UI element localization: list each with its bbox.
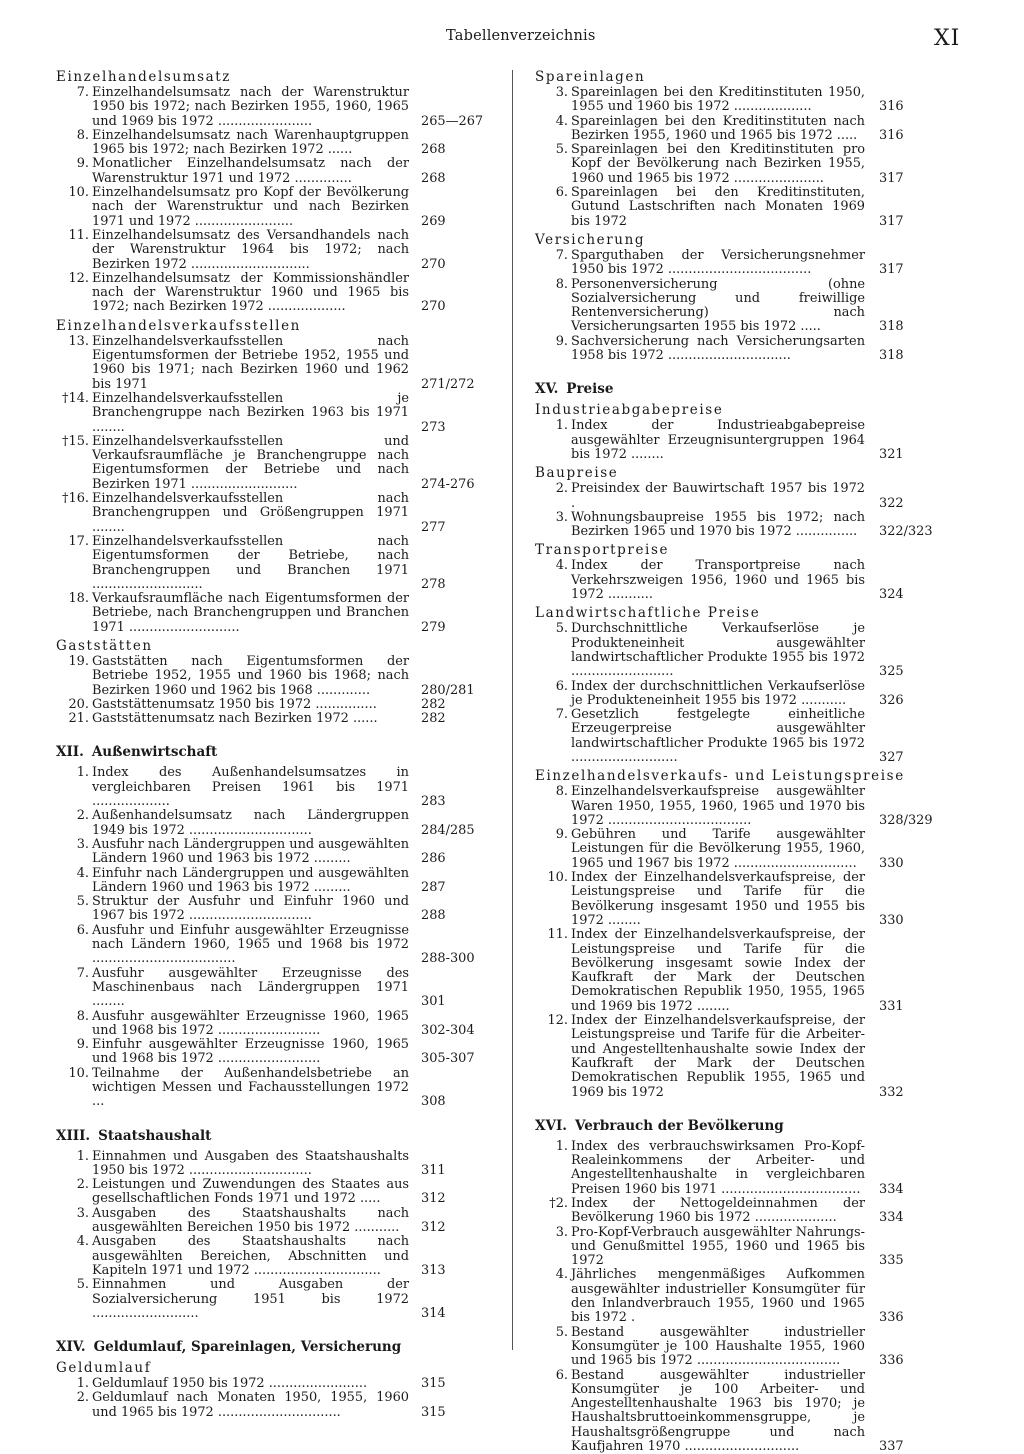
entry-number: 1. bbox=[76, 1376, 89, 1392]
entry-number: 3. bbox=[555, 1224, 568, 1240]
entry-number: 6. bbox=[555, 678, 568, 694]
entry-page: 316 bbox=[879, 99, 904, 115]
entry-page: 284/285 bbox=[421, 822, 475, 838]
entry-number: 10. bbox=[68, 185, 89, 201]
entry-number: 6. bbox=[76, 922, 89, 938]
toc-entry[interactable] bbox=[56, 838, 481, 867]
entry-number: 8. bbox=[555, 276, 568, 292]
entry-number: 3. bbox=[76, 1205, 89, 1221]
toc-entry[interactable] bbox=[535, 278, 933, 335]
entry-page: 280/281 bbox=[421, 682, 475, 698]
toc-entry[interactable] bbox=[535, 335, 933, 364]
entry-number: 9. bbox=[76, 1037, 89, 1053]
section-heading bbox=[56, 744, 481, 760]
section-number: XVI. bbox=[535, 1117, 567, 1134]
entry-page: 305-307 bbox=[421, 1051, 475, 1067]
subsection-heading: Baupreise bbox=[535, 465, 619, 482]
entry-title: Index der Einzelhandelsverkaufspreise, der Leistungspreise und Tarife für die Arbeiter- und Angestelltenhaushalte sowie Index der Kaufkraft der Mark der Deutschen Demokratischen Republik 1955, 1965 und 1969 bis 1972 bbox=[571, 1013, 865, 1100]
entry-title: Pro-Kopf-Verbrauch ausgewählter Nahrungs- und Genußmittel 1955, 1960 und 1965 bis 1972 bbox=[571, 1224, 865, 1269]
entry-number: 3. bbox=[555, 85, 568, 100]
entry-number: 5. bbox=[76, 1277, 89, 1293]
toc-entry[interactable] bbox=[56, 867, 481, 896]
entry-page: 330 bbox=[879, 912, 904, 928]
entry-page: 282 bbox=[421, 711, 446, 727]
entry-number: 1. bbox=[76, 765, 89, 781]
entry-page: 322/323 bbox=[879, 524, 933, 540]
entry-page: 318 bbox=[879, 319, 904, 335]
entry-title: Spareinlagen bei den Kreditinstituten, Gutund Lastschriften nach Monaten 1969 bis 1972 bbox=[571, 185, 865, 229]
entry-page: 286 bbox=[421, 851, 446, 867]
subsection-heading: Einzelhandelsverkaufsstellen bbox=[56, 317, 301, 334]
entry-page: 279 bbox=[421, 619, 446, 635]
subsection-heading: Einzelhandelsumsatz bbox=[56, 69, 232, 85]
entry-title: Ausfuhr nach Ländergruppen und ausgewählten Ländern 1960 und 1963 bis 1972 ......... bbox=[92, 836, 409, 867]
entry-number: 21. bbox=[68, 711, 89, 727]
toc-entry[interactable] bbox=[535, 680, 933, 709]
entry-page: 278 bbox=[421, 576, 446, 592]
entry-number: †14. bbox=[62, 390, 89, 406]
toc-entry[interactable] bbox=[535, 249, 933, 278]
entry-page: 268 bbox=[421, 142, 446, 158]
entry-number: 9. bbox=[555, 827, 568, 843]
entry-number: 7. bbox=[555, 707, 568, 723]
entry-page: 311 bbox=[421, 1162, 446, 1178]
entry-number: 1. bbox=[76, 1148, 89, 1164]
toc-entry[interactable] bbox=[535, 785, 933, 828]
toc-entry[interactable] bbox=[56, 492, 481, 535]
entry-title: Index der Transportpreise nach Verkehrszweigen 1956, 1960 und 1965 bis 1972 ........... bbox=[571, 558, 865, 603]
entry-page: 315 bbox=[421, 1404, 446, 1420]
entry-number: †16. bbox=[62, 491, 89, 507]
subsection-heading: Industrieabgabepreise bbox=[535, 402, 724, 419]
toc-entry[interactable] bbox=[56, 1377, 481, 1391]
entry-title: Ausgaben des Staatshaushalts nach ausgewählten Bereichen, Abschnitten und Kapiteln 1971 und 1972 ............................... bbox=[92, 1234, 409, 1278]
column-divider bbox=[512, 70, 513, 1350]
toc-entry[interactable] bbox=[56, 1207, 481, 1236]
entry-number: 4. bbox=[555, 1267, 568, 1283]
entry-title: Spareinlagen bei den Kreditinstituten nach Bezirken 1955, 1960 und 1965 bis 1972 ..... bbox=[571, 113, 865, 143]
toc-entry[interactable] bbox=[56, 1010, 481, 1039]
toc-entry[interactable] bbox=[56, 535, 481, 592]
entry-number: 4. bbox=[555, 113, 568, 129]
toc-entry[interactable] bbox=[56, 435, 481, 492]
entry-title: Einzelhandelsumsatz nach Warenhauptgruppen 1965 bis 1972; nach Bezirken 1972 ...... bbox=[92, 127, 409, 158]
right-column bbox=[535, 66, 933, 1454]
entry-title: Einfuhr nach Ländergruppen und ausgewählten Ländern 1960 und 1963 bis 1972 ......... bbox=[92, 865, 409, 895]
entry-title: Teilnahme der Außenhandelsbetriebe an wichtigen Messen und Fachausstellungen 1972 ... bbox=[92, 1065, 409, 1110]
section-title: Preise bbox=[566, 381, 614, 398]
entry-page: 271/272 bbox=[421, 376, 475, 392]
page-number: XI bbox=[934, 26, 961, 51]
toc-entry[interactable] bbox=[56, 809, 481, 838]
entry-number: 3. bbox=[76, 836, 89, 852]
entry-number: 19. bbox=[68, 653, 89, 669]
entry-title: Gaststättenumsatz nach Bezirken 1972 ...... bbox=[92, 711, 378, 727]
entry-number: †15. bbox=[62, 433, 89, 449]
toc-entry[interactable] bbox=[535, 1197, 933, 1226]
entry-number: 11. bbox=[68, 227, 89, 243]
entry-page: 324 bbox=[879, 587, 904, 603]
entry-title: Index der Einzelhandelsverkaufspreise, der Leistungspreise und Tarife für die Bevölkerung insgesamt 1950 und 1955 bis 1972 ........ bbox=[571, 870, 865, 928]
entry-page: 308 bbox=[421, 1094, 446, 1110]
toc-entry[interactable] bbox=[535, 871, 933, 928]
entry-page: 318 bbox=[879, 348, 904, 364]
toc-entry[interactable] bbox=[535, 622, 933, 679]
entry-title: Index des verbrauchswirksamen Pro-Kopf-Realeinkommens der Arbeiter- und Angestelltenhaushalte in vergleichbaren Preisen 1960 bis 1971 .................................. bbox=[571, 1138, 865, 1197]
toc-entry[interactable] bbox=[56, 85, 484, 129]
entry-title: Index der Industrieabgabepreise ausgewählter Erzeugnisuntergruppen 1964 bis 1972 ........ bbox=[571, 418, 865, 462]
entry-title: Verkaufsraumfläche nach Eigentumsformen der Betriebe, nach Branchengruppen und Branchen 1971 ........................... bbox=[92, 591, 409, 635]
entry-page: 314 bbox=[421, 1305, 446, 1321]
toc-entry[interactable] bbox=[56, 229, 481, 272]
entry-title: Jährliches mengenmäßiges Aufkommen ausgewählter industrieller Konsumgüter für den Inlandverbrauch 1955, 1960 und 1965 bis 1972 . bbox=[571, 1267, 865, 1326]
entry-page: 327 bbox=[879, 749, 904, 765]
entry-number: 2. bbox=[555, 481, 568, 497]
entry-number: 1. bbox=[555, 418, 568, 434]
entry-number: 4. bbox=[76, 865, 89, 881]
entry-title: Ausgaben des Staatshaushalts nach ausgewählten Bereichen 1950 bis 1972 ........... bbox=[92, 1205, 409, 1236]
toc-entry[interactable] bbox=[535, 1140, 933, 1197]
toc-entry[interactable] bbox=[56, 1278, 481, 1321]
entry-number: 1. bbox=[555, 1138, 568, 1154]
entry-number: 5. bbox=[76, 894, 89, 910]
entry-title: Einfuhr ausgewählter Erzeugnisse 1960, 1965 und 1968 bis 1972 ......................... bbox=[92, 1037, 409, 1067]
entry-title: Ausfuhr ausgewählter Erzeugnisse 1960, 1965 und 1968 bis 1972 ......................... bbox=[92, 1008, 409, 1038]
entry-number: 11. bbox=[547, 927, 568, 943]
entry-number: 7. bbox=[76, 965, 89, 981]
entry-title: Geldumlauf 1950 bis 1972 ........................ bbox=[92, 1376, 368, 1392]
entry-number: 17. bbox=[68, 533, 89, 549]
entry-title: Personenversicherung (ohne Sozialversicherung und freiwillige Rentenversicherung) nach Versicherungsarten 1955 bis 1972 ..... bbox=[571, 276, 865, 335]
entry-page: 336 bbox=[879, 1310, 904, 1326]
section-heading bbox=[535, 381, 933, 397]
toc-entry[interactable] bbox=[535, 115, 933, 144]
section-heading bbox=[56, 1128, 481, 1144]
entry-page: 312 bbox=[421, 1191, 446, 1207]
entry-page: 302-304 bbox=[421, 1022, 475, 1038]
toc-entry[interactable] bbox=[535, 1014, 933, 1100]
toc-entry[interactable] bbox=[535, 419, 933, 462]
entry-page: 328/329 bbox=[879, 812, 933, 828]
toc-entry[interactable] bbox=[56, 1067, 481, 1110]
entry-title: Einzelhandelsumsatz des Versandhandels nach der Warenstruktur 1964 bis 1972; nach Bezirken 1972 ............................. bbox=[92, 227, 409, 272]
section-number: XIV. bbox=[56, 1339, 86, 1356]
entry-title: Bestand ausgewählter industrieller Konsumgüter je 100 Haushalte 1955, 1960 und 1965 bis 1972 ................................... bbox=[571, 1324, 865, 1369]
entry-page: 313 bbox=[421, 1262, 446, 1278]
entry-page: 337 bbox=[879, 1439, 904, 1454]
entry-number: 20. bbox=[68, 696, 89, 712]
entry-number: 5. bbox=[555, 621, 568, 637]
entry-title: Spareinlagen bei den Kreditinstituten 1950, 1955 und 1960 bis 1972 ................... bbox=[571, 85, 865, 115]
entry-number: 2. bbox=[76, 1177, 89, 1193]
entry-number: 7. bbox=[76, 85, 89, 100]
entry-title: Einzelhandelsumsatz pro Kopf der Bevölkerung nach der Warenstruktur und nach Bezirken 1971 und 1972 ........................ bbox=[92, 185, 409, 229]
entry-number: 8. bbox=[76, 127, 89, 143]
entry-title: Gesetzlich festgelegte einheitliche Erzeugerpreise ausgewählter landwirtschaftlicher Produkte 1965 bis 1972 .......................... bbox=[571, 707, 865, 765]
toc-entry[interactable] bbox=[535, 559, 933, 602]
entry-title: Einzelhandelsumsatz nach der Warenstruktur 1950 bis 1972; nach Bezirken 1955, 1960, 1965 und 1969 bis 1972 ....................... bbox=[92, 85, 409, 129]
toc-entry[interactable] bbox=[56, 924, 481, 967]
entry-title: Index der Nettogeldeinnahmen der Bevölkerung 1960 bis 1972 .................... bbox=[571, 1196, 865, 1226]
entry-title: Einzelhandelsverkaufspreise ausgewählter Waren 1950, 1955, 1960, 1965 und 1970 bis 1972 ................................... bbox=[571, 784, 865, 828]
entry-title: Einzelhandelsverkaufsstellen je Branchengruppe nach Bezirken 1963 bis 1971 ........ bbox=[92, 390, 409, 435]
entry-title: Durchschnittliche Verkaufserlöse je Produkteneinheit ausgewählter landwirtschaftlicher Produkte 1955 bis 1972 ......................... bbox=[571, 621, 865, 680]
entry-title: Sachversicherung nach Versicherungsarten 1958 bis 1972 .............................. bbox=[571, 333, 865, 364]
entry-page: 265—267 bbox=[421, 113, 484, 129]
entry-title: Wohnungsbaupreise 1955 bis 1972; nach Bezirken 1965 und 1970 bis 1972 ............... bbox=[571, 509, 865, 540]
toc-entry[interactable] bbox=[56, 272, 481, 315]
subsection-heading: Spareinlagen bbox=[535, 69, 646, 85]
toc-entry[interactable] bbox=[535, 86, 933, 115]
entry-page: 322 bbox=[879, 495, 904, 511]
left-column bbox=[56, 66, 484, 1420]
entry-number: 7. bbox=[555, 247, 568, 263]
entry-title: Ausfuhr und Einfuhr ausgewählter Erzeugnisse nach Ländern 1960, 1965 und 1968 bis 1972 ................................... bbox=[92, 922, 409, 967]
entry-title: Einzelhandelsverkaufsstellen nach Eigentumsformen der Betriebe 1952, 1955 und 1960 bis 1971; nach Bezirken 1960 und 1962 bis 1971 bbox=[92, 333, 409, 392]
page-title: Tabellenverzeichnis bbox=[446, 28, 596, 44]
entry-page: 317 bbox=[879, 262, 904, 278]
entry-number: 3. bbox=[555, 509, 568, 525]
entry-page: 283 bbox=[421, 794, 446, 810]
entry-number: †2. bbox=[549, 1196, 568, 1211]
section-heading bbox=[56, 1339, 481, 1355]
entry-page: 331 bbox=[879, 998, 904, 1014]
entry-page: 332 bbox=[879, 1084, 904, 1100]
entry-page: 277 bbox=[421, 519, 446, 535]
entry-number: 12. bbox=[547, 1013, 568, 1029]
entry-title: Bestand ausgewählter industrieller Konsumgüter je 100 Arbeiter- und Angestelltenhaushalte 1963 bis 1970; je Haushaltsbruttoeinkommensgruppe, je Haushaltsgrößengruppe und nach Kaufjahren 1970 ............................ bbox=[571, 1367, 865, 1454]
entry-title: Einzelhandelsverkaufsstellen und Verkaufsraumfläche je Branchengruppe nach Eigentumsformen der Betriebe und nach Bezirken 1971 .......................... bbox=[92, 433, 409, 492]
section-title: Geldumlauf, Spareinlagen, Versicherung bbox=[93, 1339, 402, 1356]
toc-entry[interactable] bbox=[535, 828, 933, 871]
entry-page: 287 bbox=[421, 879, 446, 895]
section-title: Verbrauch der Bevölkerung bbox=[574, 1117, 784, 1134]
entry-page: 268 bbox=[421, 170, 446, 186]
entry-number: 9. bbox=[555, 333, 568, 349]
entry-title: Gaststätten nach Eigentumsformen der Betriebe 1952, 1955 und 1960 bis 1968; nach Bezirken 1960 und 1962 bis 1968 ............. bbox=[92, 653, 409, 698]
entry-page: 274-276 bbox=[421, 476, 475, 492]
entry-page: 288 bbox=[421, 908, 446, 924]
section-number: XII. bbox=[56, 744, 84, 761]
toc-entry[interactable] bbox=[56, 392, 481, 435]
entry-page: 316 bbox=[879, 127, 904, 143]
entry-number: 6. bbox=[555, 1367, 568, 1383]
toc-entry[interactable] bbox=[56, 967, 481, 1010]
toc-entry[interactable] bbox=[535, 1226, 933, 1269]
toc-entry[interactable] bbox=[535, 1326, 933, 1369]
entry-number: 10. bbox=[68, 1065, 89, 1081]
entry-page: 335 bbox=[879, 1253, 904, 1269]
entry-page: 317 bbox=[879, 213, 904, 229]
entry-title: Index der Einzelhandelsverkaufspreise, der Leistungspreise und Tarife für die Bevölkerung insgesamt sowie Index der Kaufkraft der Mark der Deutschen Demokratischen Republik 1950, 1955, 1965 und 1969 bis 1972 ........ bbox=[571, 927, 865, 1014]
entry-page: 315 bbox=[421, 1376, 446, 1392]
entry-title: Einzelhandelsumsatz der Kommissionshändler nach der Warenstruktur 1960 und 1965 bis 1972; nach Bezirken 1972 ................... bbox=[92, 270, 409, 315]
toc-entry[interactable] bbox=[56, 655, 481, 698]
entry-number: 4. bbox=[555, 558, 568, 574]
toc-entry[interactable] bbox=[56, 186, 481, 229]
entry-title: Index der durchschnittlichen Verkaufserlöse je Produkteneinheit 1955 bis 1972 ........... bbox=[571, 678, 865, 708]
entry-page: 273 bbox=[421, 419, 446, 435]
toc-entry[interactable] bbox=[56, 1235, 481, 1278]
entry-title: Index des Außenhandelsumsatzes in vergleichbaren Preisen 1961 bis 1971 ................... bbox=[92, 765, 409, 810]
subsection-heading: Landwirtschaftliche Preise bbox=[535, 605, 761, 622]
toc-entry[interactable] bbox=[56, 766, 481, 809]
entry-number: 10. bbox=[547, 870, 568, 886]
entry-title: Ausfuhr ausgewählter Erzeugnisse des Maschinenbaus nach Ländergruppen 1971 ........ bbox=[92, 965, 409, 1010]
entry-title: Struktur der Ausfuhr und Einfuhr 1960 und 1967 bis 1972 .............................. bbox=[92, 894, 409, 924]
entry-number: 12. bbox=[68, 270, 89, 286]
toc-entry[interactable] bbox=[56, 129, 481, 158]
section-heading bbox=[535, 1118, 933, 1134]
entry-title: Sparguthaben der Versicherungsnehmer 1950 bis 1972 ................................... bbox=[571, 247, 865, 278]
toc-entry[interactable] bbox=[56, 157, 481, 186]
toc-entry[interactable] bbox=[56, 1178, 481, 1207]
toc-entry[interactable] bbox=[535, 482, 933, 511]
section-title: Staatshaushalt bbox=[98, 1127, 212, 1144]
entry-page: 317 bbox=[879, 170, 904, 186]
entry-page: 288-300 bbox=[421, 951, 475, 967]
entry-page: 330 bbox=[879, 855, 904, 871]
toc-entry[interactable] bbox=[56, 698, 481, 712]
toc-entry[interactable] bbox=[535, 1369, 933, 1454]
entry-title: Leistungen und Zuwendungen des Staates aus gesellschaftlichen Fonds 1971 und 1972 ..... bbox=[92, 1177, 409, 1207]
entry-page: 326 bbox=[879, 692, 904, 708]
entry-page: 270 bbox=[421, 299, 446, 315]
entry-page: 269 bbox=[421, 213, 446, 229]
entry-title: Preisindex der Bauwirtschaft 1957 bis 1972 . bbox=[571, 481, 865, 511]
entry-title: Einnahmen und Ausgaben des Staatshaushalts 1950 bis 1972 .............................. bbox=[92, 1148, 409, 1178]
toc-entry[interactable] bbox=[535, 1268, 933, 1325]
toc-entry[interactable] bbox=[535, 186, 933, 229]
entry-page: 336 bbox=[879, 1353, 904, 1369]
entry-number: 4. bbox=[76, 1234, 89, 1250]
toc-entry[interactable] bbox=[535, 708, 933, 765]
entry-page: 312 bbox=[421, 1220, 446, 1236]
entry-number: 5. bbox=[555, 1324, 568, 1340]
subsection-heading: Versicherung bbox=[535, 231, 646, 248]
toc-entry[interactable] bbox=[535, 511, 933, 540]
entry-title: Außenhandelsumsatz nach Ländergruppen 1949 bis 1972 .............................. bbox=[92, 808, 409, 838]
entry-page: 301 bbox=[421, 994, 446, 1010]
entry-title: Einzelhandelsverkaufsstellen nach Branchengruppen und Größengruppen 1971 ........ bbox=[92, 491, 409, 535]
entry-number: 2. bbox=[76, 808, 89, 824]
subsection-heading: Transportpreise bbox=[535, 542, 670, 559]
entry-page: 325 bbox=[879, 664, 904, 680]
entry-title: Monatlicher Einzelhandelsumsatz nach der Warenstruktur 1971 und 1972 .............. bbox=[92, 156, 409, 186]
entry-page: 270 bbox=[421, 256, 446, 272]
subsection-heading: Einzelhandelsverkaufs- und Leistungspreise bbox=[535, 768, 905, 785]
entry-number: 2. bbox=[76, 1390, 89, 1406]
entry-page: 334 bbox=[879, 1181, 904, 1197]
entry-title: Geldumlauf nach Monaten 1950, 1955, 1960 und 1965 bis 1972 .............................. bbox=[92, 1390, 409, 1420]
entry-number: 9. bbox=[76, 156, 89, 172]
toc-entry[interactable] bbox=[56, 1038, 481, 1067]
toc-entry[interactable] bbox=[535, 143, 933, 186]
subsection-heading: Geldumlauf bbox=[56, 1360, 152, 1377]
entry-number: 8. bbox=[555, 784, 568, 800]
entry-title: Gebühren und Tarife ausgewählter Leistungen für die Bevölkerung 1955, 1960, 1965 und 1967 bis 1972 .............................. bbox=[571, 827, 865, 871]
entry-page: 282 bbox=[421, 696, 446, 712]
toc-entry[interactable] bbox=[56, 712, 481, 726]
entry-number: 8. bbox=[76, 1008, 89, 1024]
section-number: XIII. bbox=[56, 1127, 91, 1144]
entry-title: Einnahmen und Ausgaben der Sozialversicherung 1951 bis 1972 .......................... bbox=[92, 1277, 409, 1321]
toc-entry[interactable] bbox=[56, 1391, 481, 1420]
entry-page: 334 bbox=[879, 1210, 904, 1226]
entry-number: 6. bbox=[555, 185, 568, 201]
section-number: XV. bbox=[535, 381, 559, 398]
page-header bbox=[0, 26, 1024, 50]
subsection-heading: Gaststätten bbox=[56, 637, 153, 654]
entry-page: 321 bbox=[879, 446, 904, 462]
entry-title: Spareinlagen bei den Kreditinstituten pro Kopf der Bevölkerung nach Bezirken 1955, 1960 und 1965 bis 1972 ...................... bbox=[571, 142, 865, 186]
toc-entry[interactable] bbox=[56, 335, 481, 392]
entry-title: Einzelhandelsverkaufsstellen nach Eigentumsformen der Betriebe, nach Branchengruppen und Branchen 1971 ........................... bbox=[92, 533, 409, 592]
entry-title: Gaststättenumsatz 1950 bis 1972 ............... bbox=[92, 696, 377, 712]
entry-number: 13. bbox=[68, 333, 89, 349]
toc-entry[interactable] bbox=[535, 928, 933, 1014]
entry-number: 5. bbox=[555, 142, 568, 158]
section-title: Außenwirtschaft bbox=[91, 744, 218, 761]
entry-number: 18. bbox=[68, 591, 89, 607]
toc-entry[interactable] bbox=[56, 1150, 481, 1179]
toc-entry[interactable] bbox=[56, 895, 481, 924]
toc-entry[interactable] bbox=[56, 592, 481, 635]
